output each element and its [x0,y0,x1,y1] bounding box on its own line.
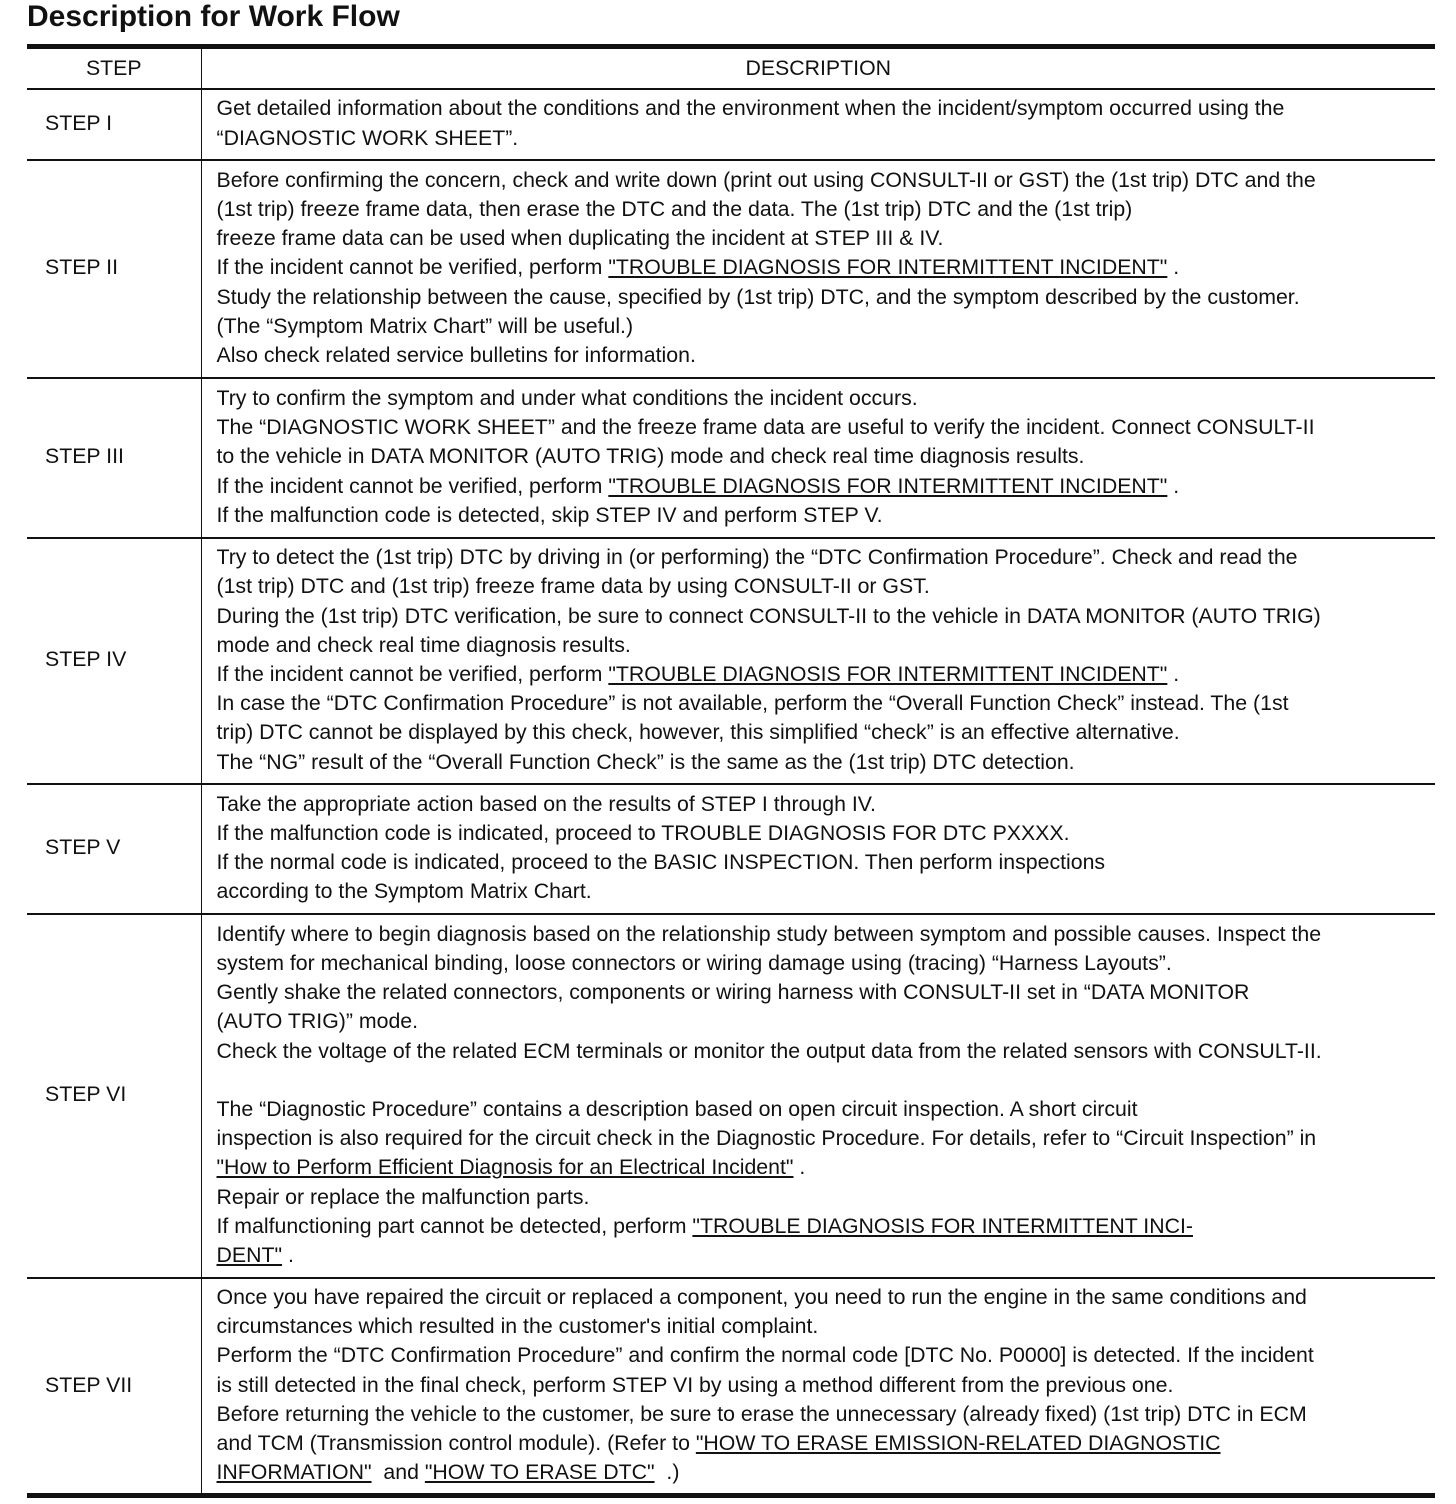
erase-emission-info-link[interactable]: "HOW TO ERASE EMISSION-RELATED DIAGNOSTIC [695,1431,1221,1456]
description-line: Study the relationship between the cause, specified by (1st trip) DTC, and the symptom described by the customer. [216,284,1300,309]
description-line: inspection is also required for the circuit check in the Diagnostic Procedure. For details, refer to “Circuit Inspection” in [216,1126,1317,1151]
description-line: (1st trip) DTC and (1st trip) freeze frame data by using CONSULT-II or GST. [216,574,930,599]
step-label: STEP VII [27,1278,201,1496]
step-description [201,160,1435,378]
step-description [201,784,1435,914]
description-line: If the malfunction code is indicated, proceed to TROUBLE DIAGNOSIS FOR DTC PXXXX. [216,820,1070,845]
line-text: . [1167,255,1180,280]
line-text: and TCM (Transmission control module). (Refer to [216,1431,696,1456]
description-line [217,1212,1428,1241]
step-description [201,89,1435,160]
description-line: is still detected in the final check, perform STEP VI by using a method different from the previous one. [216,1372,1174,1397]
description-line: Take the appropriate action based on the results of STEP I through IV. [216,791,876,816]
table-row [27,784,1435,914]
step-description [201,538,1435,784]
description-line: (1st trip) freeze frame data, then erase the DTC and the data. The (1st trip) DTC and the (1st trip) [216,196,1133,221]
description-line: Before returning the vehicle to the customer, be sure to erase the unnecessary (already fixed) (1st trip) DTC in ECM [216,1401,1307,1426]
description-line [217,472,1428,501]
step-description [201,378,1435,538]
description-line: mode and check real time diagnosis results. [216,632,631,657]
step-label: STEP I [27,89,201,160]
description-line: The “DIAGNOSTIC WORK SHEET” and the freeze frame data are useful to verify the incident. Connect CONSULT-II [216,415,1315,440]
line-text: If the incident cannot be verified, perform [216,662,609,686]
line-text: If the incident cannot be verified, perform [216,473,609,498]
description-line: Perform the “DTC Confirmation Procedure” and confirm the normal code [DTC No. P0000] is detected. If the incident [216,1343,1314,1368]
table-row [27,538,1435,784]
page-title: Description for Work Flow [27,0,400,33]
description-line [217,1153,1428,1182]
description-line: Try to confirm the symptom and under what conditions the incident occurs. [216,385,918,410]
description-line: If the malfunction code is detected, skip STEP IV and perform STEP V. [216,502,883,527]
description-line: The “NG” result of the “Overall Function Check” is the same as the (1st trip) DTC detection. [216,749,1075,774]
description-line: Get detailed information about the conditions and the environment when the incident/symptom occurred using the [216,96,1285,121]
description-column-header: DESCRIPTION [745,55,892,80]
line-text: .) [654,1460,680,1485]
intermittent-incident-link[interactable]: "TROUBLE DIAGNOSIS FOR INTERMITTENT INCIDENT" [608,473,1168,498]
table-row [27,89,1435,160]
erase-emission-info-link[interactable]: INFORMATION" [216,1460,372,1485]
work-flow-table [27,44,1435,1498]
description-line [217,1458,1428,1487]
step-label: STEP III [27,378,201,538]
intermittent-incident-link[interactable]: "TROUBLE DIAGNOSIS FOR INTERMITTENT INCIDENT" [608,255,1168,280]
description-line: to the vehicle in DATA MONITOR (AUTO TRIG) mode and check real time diagnosis results. [216,444,1085,469]
description-line: (AUTO TRIG)” mode. [216,1009,419,1034]
step-label: STEP V [27,784,201,914]
line-text: and [371,1460,425,1485]
description-line: freeze frame data can be used when duplicating the incident at STEP III & IV. [216,226,944,251]
table-row [27,1278,1435,1496]
description-line: according to the Symptom Matrix Chart. [216,879,592,904]
description-line: circumstances which resulted in the customer's initial complaint. [216,1314,819,1339]
description-line: Identify where to begin diagnosis based on the relationship study between symptom and possible causes. Inspect the [216,921,1322,946]
description-line: Check the voltage of the related ECM terminals or monitor the output data from the related sensors with CONSULT-II. [216,1038,1322,1063]
description-line: Repair or replace the malfunction parts. [216,1184,590,1209]
step-label: STEP VI [27,914,201,1278]
description-line [217,253,1428,282]
description-line: The “Diagnostic Procedure” contains a description based on open circuit inspection. A short circuit [216,1096,1138,1121]
table-header-row [27,47,1435,90]
description-line [217,660,1428,689]
step-description [201,1278,1435,1496]
description-line: During the (1st trip) DTC verification, be sure to connect CONSULT-II to the vehicle in DATA MONITOR (AUTO TRIG) [216,603,1321,628]
intermittent-incident-link[interactable]: "TROUBLE DIAGNOSIS FOR INTERMITTENT INCI- [692,1213,1193,1238]
table-row [27,378,1435,538]
erase-dtc-link[interactable]: "HOW TO ERASE DTC" [424,1460,655,1485]
line-text: If malfunctioning part cannot be detected, perform [216,1213,693,1238]
line-text: . [793,1155,806,1180]
line-text: . [1167,473,1180,498]
description-line: “DIAGNOSTIC WORK SHEET”. [216,125,519,150]
description-line: If the normal code is indicated, proceed to the BASIC INSPECTION. Then perform inspections [216,850,1106,874]
step-label: STEP II [27,160,201,378]
description-line: Try to detect the (1st trip) DTC by driving in (or performing) the “DTC Confirmation Procedure”. Check and read the [216,545,1298,570]
description-line: Once you have repaired the circuit or replaced a component, you need to run the engine in the same conditions and [216,1285,1307,1309]
description-line: system for mechanical binding, loose connectors or wiring damage using (tracing) “Harness Layouts”. [216,950,1172,975]
description-line: Also check related service bulletins for information. [216,343,696,367]
intermittent-incident-link[interactable]: DENT" [216,1243,283,1267]
description-line: Before confirming the concern, check and write down (print out using CONSULT-II or GST) the (1st trip) DTC and the [216,167,1316,192]
line-text: . [1167,662,1180,686]
description-line [217,1241,1428,1270]
step-description [201,914,1435,1278]
description-line: (The “Symptom Matrix Chart” will be useful.) [216,313,634,338]
paragraph-spacer [217,1066,1428,1095]
description-line: Gently shake the related connectors, components or wiring harness with CONSULT-II set in “DATA MONITOR [216,980,1250,1005]
description-line: In case the “DTC Confirmation Procedure” is not available, perform the “Overall Function Check” instead. The (1st [216,691,1289,716]
step-column-header: STEP [27,47,201,90]
intermittent-incident-link[interactable]: "TROUBLE DIAGNOSIS FOR INTERMITTENT INCIDENT" [608,662,1168,686]
electrical-incident-diagnosis-link[interactable]: "How to Perform Efficient Diagnosis for an Electrical Incident" [216,1155,794,1180]
line-text: . [282,1243,294,1267]
description-line [217,1429,1428,1458]
description-line: trip) DTC cannot be displayed by this check, however, this simplified “check” is an effective alternative. [216,720,1180,745]
table-row [27,160,1435,378]
step-label: STEP IV [27,538,201,784]
table-row [27,914,1435,1278]
line-text: If the incident cannot be verified, perform [216,255,609,280]
